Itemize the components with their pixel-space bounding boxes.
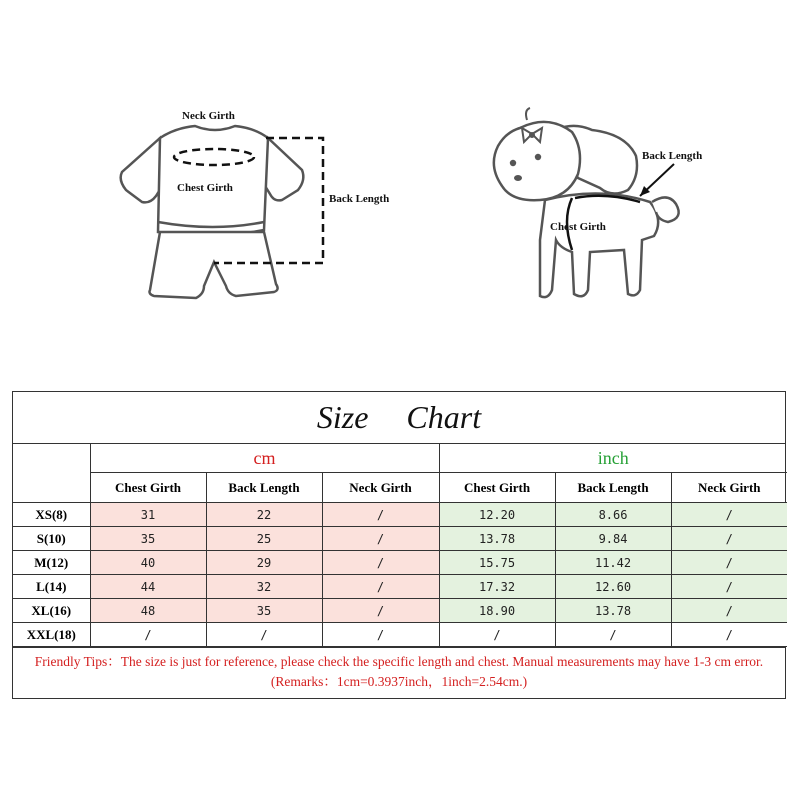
inch-value-cell: 13.78 bbox=[439, 527, 555, 551]
corner-cell bbox=[13, 444, 90, 503]
cm-value-cell: 48 bbox=[90, 599, 206, 623]
size-label: XS(8) bbox=[13, 503, 90, 527]
col-neck-girth-cm: Neck Girth bbox=[322, 473, 439, 503]
inch-value-cell: / bbox=[671, 599, 787, 623]
chart-title: Size Chart bbox=[13, 392, 785, 444]
dog-icon bbox=[494, 122, 679, 297]
shirt-back-label: Back Length bbox=[329, 193, 390, 205]
dog-chest-label: Chest Girth bbox=[550, 221, 606, 233]
cm-value-cell: 31 bbox=[90, 503, 206, 527]
col-back-length-inch: Back Length bbox=[555, 473, 671, 503]
inch-value-cell: 9.84 bbox=[555, 527, 671, 551]
size-label: XXL(18) bbox=[13, 623, 90, 647]
col-chest-girth-cm: Chest Girth bbox=[90, 473, 206, 503]
cm-value-cell: 44 bbox=[90, 575, 206, 599]
inch-value-cell: 12.20 bbox=[439, 503, 555, 527]
cm-value-cell: 35 bbox=[206, 599, 322, 623]
size-table bbox=[13, 444, 787, 647]
table-row bbox=[13, 551, 787, 575]
size-chart bbox=[12, 391, 786, 699]
cm-value-cell: / bbox=[322, 623, 439, 647]
cm-value-cell: 32 bbox=[206, 575, 322, 599]
inch-value-cell: / bbox=[671, 503, 787, 527]
column-header-row bbox=[13, 473, 787, 503]
size-label: XL(16) bbox=[13, 599, 90, 623]
inch-value-cell: 11.42 bbox=[555, 551, 671, 575]
size-label: L(14) bbox=[13, 575, 90, 599]
shirt-outfit-icon bbox=[121, 126, 304, 298]
inch-value-cell: 13.78 bbox=[555, 599, 671, 623]
cm-value-cell: 40 bbox=[90, 551, 206, 575]
col-chest-girth-inch: Chest Girth bbox=[439, 473, 555, 503]
table-row bbox=[13, 623, 787, 647]
unit-header-row bbox=[13, 444, 787, 473]
cm-value-cell: 25 bbox=[206, 527, 322, 551]
inch-value-cell: / bbox=[439, 623, 555, 647]
unit-inch-header: inch bbox=[439, 444, 787, 473]
inch-value-cell: 18.90 bbox=[439, 599, 555, 623]
illustration-svg bbox=[0, 90, 800, 320]
table-row bbox=[13, 527, 787, 551]
table-row bbox=[13, 599, 787, 623]
cm-value-cell: 29 bbox=[206, 551, 322, 575]
inch-value-cell: 17.32 bbox=[439, 575, 555, 599]
table-row bbox=[13, 503, 787, 527]
inch-value-cell: / bbox=[671, 527, 787, 551]
inch-value-cell: / bbox=[555, 623, 671, 647]
col-back-length-cm: Back Length bbox=[206, 473, 322, 503]
measurement-illustrations bbox=[0, 90, 800, 320]
size-label: S(10) bbox=[13, 527, 90, 551]
cm-value-cell: / bbox=[90, 623, 206, 647]
shirt-neck-label: Neck Girth bbox=[182, 110, 235, 122]
size-label: M(12) bbox=[13, 551, 90, 575]
cm-value-cell: 22 bbox=[206, 503, 322, 527]
inch-value-cell: 12.60 bbox=[555, 575, 671, 599]
inch-value-cell: 8.66 bbox=[555, 503, 671, 527]
col-neck-girth-inch: Neck Girth bbox=[671, 473, 787, 503]
cm-value-cell: / bbox=[322, 551, 439, 575]
unit-cm-header: cm bbox=[90, 444, 439, 473]
inch-value-cell: / bbox=[671, 551, 787, 575]
cm-value-cell: / bbox=[322, 575, 439, 599]
shirt-chest-label: Chest Girth bbox=[177, 182, 233, 194]
cm-value-cell: 35 bbox=[90, 527, 206, 551]
inch-value-cell: / bbox=[671, 623, 787, 647]
cm-value-cell: / bbox=[206, 623, 322, 647]
cm-value-cell: / bbox=[322, 527, 439, 551]
dog-back-label: Back Length bbox=[642, 150, 703, 162]
inch-value-cell: / bbox=[671, 575, 787, 599]
inch-value-cell: 15.75 bbox=[439, 551, 555, 575]
dog-curl-icon bbox=[526, 108, 530, 120]
friendly-tips: Friendly Tips：The size is just for reference, please check the specific length and chest. Manual measurements may have 1-3 cm error. (Remarks：1cm=0.3937inch，1inch=2.54cm.) bbox=[13, 647, 785, 698]
cm-value-cell: / bbox=[322, 599, 439, 623]
table-row bbox=[13, 575, 787, 599]
cm-value-cell: / bbox=[322, 503, 439, 527]
